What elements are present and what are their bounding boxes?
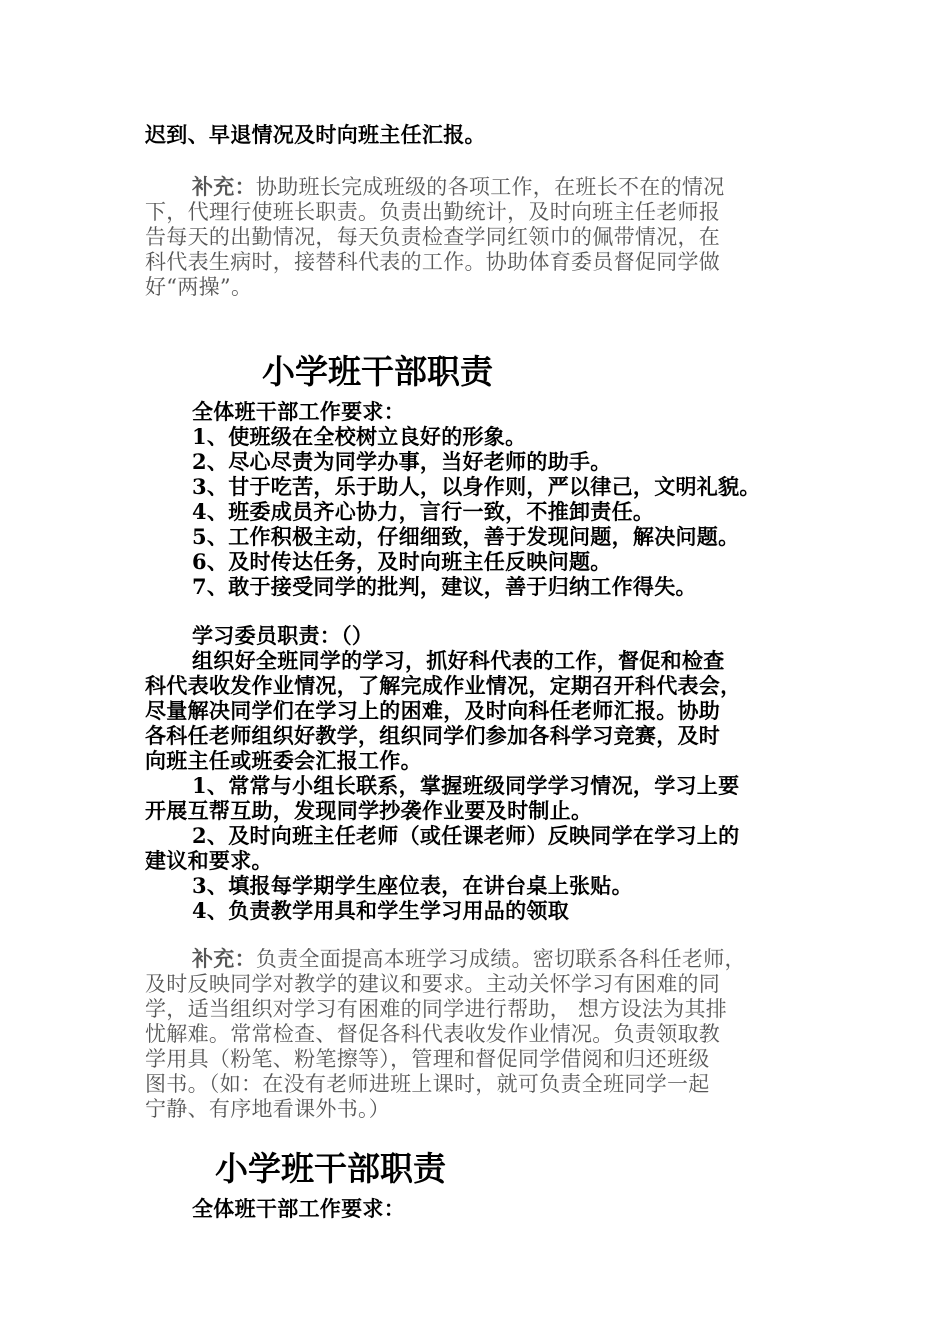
text-line: 及时反映同学对教学的建议和要求。主动关怀学习有困难的同 [145,972,721,996]
text-line: 好“两操”。 [145,275,253,299]
text-line: 图书。（如：在没有老师进班上课时，就可负责全班同学一起 [145,1072,710,1096]
requirements-heading: 全体班干部工作要求： [192,399,405,424]
requirement-item: 5、工作积极主动，仔细细致，善于发现问题，解决问题。 [192,524,740,549]
text-line: 迟到、早退情况及时向班主任汇报。 [145,122,486,147]
supplement-label: 补充： [192,946,256,971]
requirement-item: 6、及时传达任务，及时向班主任反映问题。 [192,549,612,574]
text-line: 组织好全班同学的学习，抓好科代表的工作，督促和检查 [192,648,725,673]
requirement-item: 7、敢于接受同学的批判，建议，善于归纳工作得失。 [192,574,697,599]
text-line: 4、负责教学用具和学生学习用品的领取 [192,898,570,923]
supplement-paragraph-first-line [192,175,725,199]
text-line: 开展互帮互助，发现同学抄袭作业要及时制止。 [145,798,593,823]
text-line: 2、及时向班主任老师（或任课老师）反映同学在学习上的 [192,823,740,848]
requirement-item: 4、班委成员齐心协力，言行一致，不推卸责任。 [192,499,655,524]
text-line: 科代表生病时，接替科代表的工作。协助体育委员督促同学做 [145,250,721,274]
text-line: 负责全面提高本班学习成绩。密切联系各科任老师， [255,947,746,971]
text-line: 忧解难。常常检查、督促各科代表收发作业情况。负责领取教 [145,1022,721,1046]
text-line: 宁静、有序地看课外书。） [145,1097,391,1121]
text-line: 尽量解决同学们在学习上的困难，及时向科任老师汇报。协助 [145,698,721,723]
text-line: 3、填报每学期学生座位表，在讲台桌上张贴。 [192,873,633,898]
requirement-item: 3、甘于吃苦，乐于助人，以身作则，严以律己，文明礼貌。 [192,474,761,499]
text-line: 学，适当组织对学习有困难的同学进行帮助， 想方设法为其排 [145,997,728,1021]
study-heading: 学习委员职责：（） [192,623,374,648]
text-line: 下，代理行使班长职责。负责出勤统计，及时向班主任老师报 [145,200,721,224]
supplement-label: 补充： [192,174,256,199]
text-line: 科代表收发作业情况，了解完成作业情况，定期召开科代表会， [145,673,742,698]
requirement-item: 2、尽心尽责为同学办事，当好老师的助手。 [192,449,612,474]
requirement-item: 1、使班级在全校树立良好的形象。 [192,424,527,449]
section-title: 小学班干部职责 [215,1149,446,1188]
text-line: 学用具（粉笔、粉笔擦等），管理和督促同学借阅和归还班级 [145,1047,710,1071]
text-line: 向班主任或班委会汇报工作。 [145,748,422,773]
text-line: 各科任老师组织好教学，组织同学们参加各科学习竞赛，及时 [145,723,721,748]
section-title: 小学班干部职责 [262,352,493,391]
supplement-paragraph-first-line [192,947,746,971]
text-line: 告每天的出勤情况，每天负责检查学同红领巾的佩带情况，在 [145,225,721,249]
requirements-heading: 全体班干部工作要求： [192,1196,405,1221]
text-line: 协助班长完成班级的各项工作，在班长不在的情况 [255,175,725,199]
text-line: 建议和要求。 [145,848,273,873]
text-line: 1、常常与小组长联系，掌握班级同学学习情况，学习上要 [192,773,740,798]
